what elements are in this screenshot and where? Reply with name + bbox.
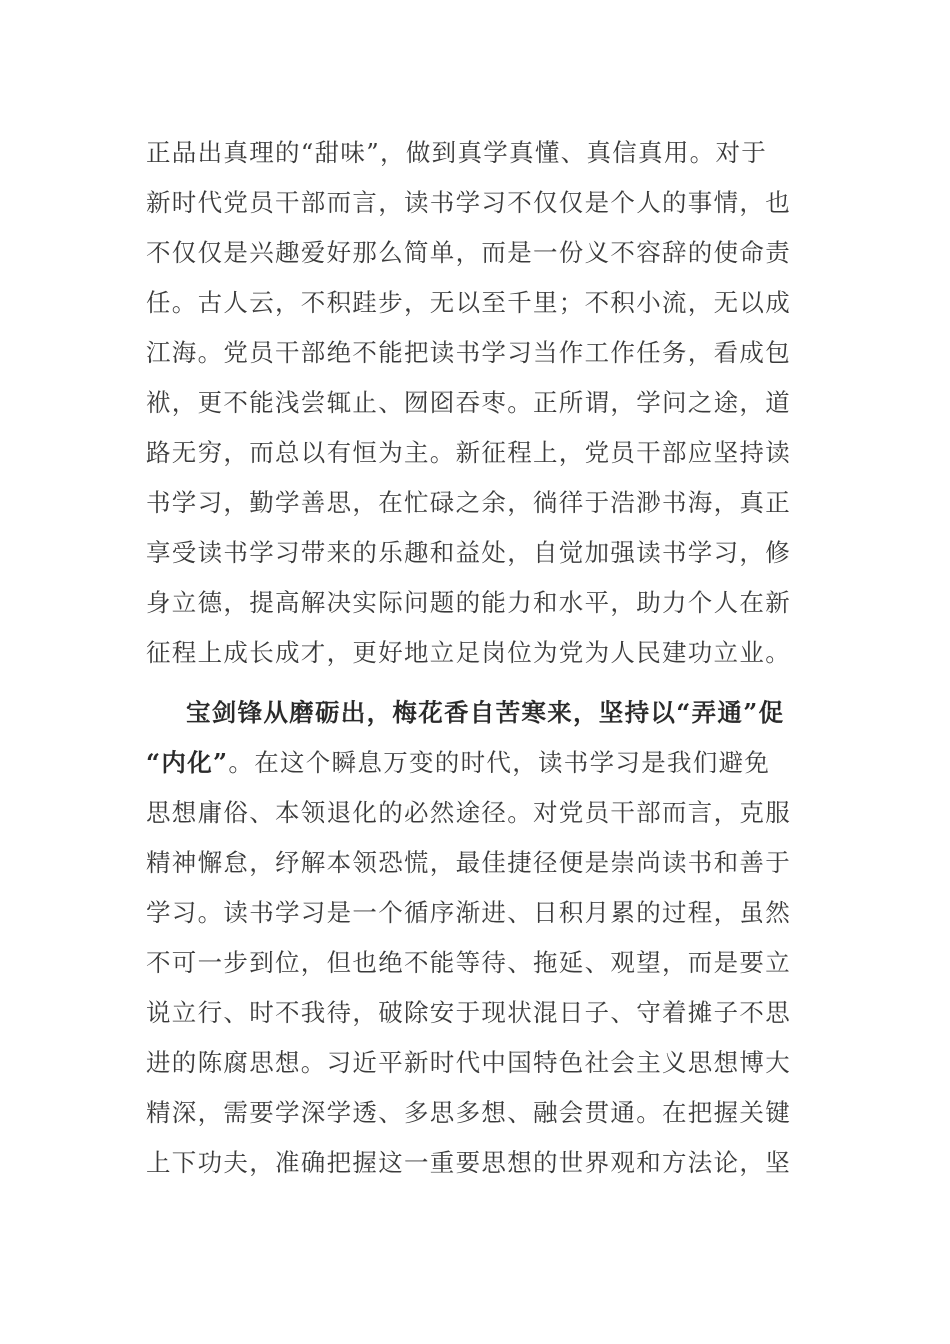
- paragraph-text: 。在这个瞬息万变的时代，读书学习是我们避免: [228, 748, 771, 777]
- paragraph-line: 袱，更不能浅尝辄止、囫囵吞枣。正所谓，学问之途，道: [146, 388, 791, 417]
- paragraph-line: 精深，需要学深学透、多思多想、融会贯通。在把握关键: [146, 1098, 791, 1127]
- paragraph-internalization: [146, 688, 791, 1188]
- paragraph-line: 江海。党员干部绝不能把读书学习当作工作任务，看成包: [146, 338, 791, 367]
- paragraph-line: 任。古人云，不积跬步，无以至千里；不积小流，无以成: [146, 288, 791, 317]
- paragraph-line: 不可一步到位，但也绝不能等待、拖延、观望，而是要立: [146, 948, 791, 977]
- paragraph-line: 享受读书学习带来的乐趣和益处，自觉加强读书学习，修: [146, 538, 791, 567]
- section-heading: 宝剑锋从磨砺出，梅花香自苦寒来，坚持以“弄通”促: [186, 698, 785, 727]
- paragraph-line: 精神懈怠，纾解本领恐慌，最佳捷径便是崇尚读书和善于: [146, 848, 791, 877]
- paragraph-line: 书学习，勤学善思，在忙碌之余，徜徉于浩渺书海，真正: [146, 488, 791, 517]
- paragraph-reading-responsibility: [146, 128, 791, 678]
- paragraph-line: 新时代党员干部而言，读书学习不仅仅是个人的事情，也: [146, 188, 791, 217]
- paragraph-line: 不仅仅是兴趣爱好那么简单，而是一份义不容辞的使命责: [146, 238, 791, 267]
- paragraph-line: 身立德，提高解决实际问题的能力和水平，助力个人在新: [146, 588, 791, 617]
- paragraph-line: 思想庸俗、本领退化的必然途径。对党员干部而言，克服: [146, 798, 791, 827]
- paragraph-line: 说立行、时不我待，破除安于现状混日子、守着摊子不思: [146, 998, 791, 1027]
- paragraph-line: 上下功夫，准确把握这一重要思想的世界观和方法论，坚: [146, 1148, 791, 1177]
- paragraph-line: 正品出真理的“甜味”，做到真学真懂、真信真用。对于: [146, 138, 768, 167]
- paragraph-line: 学习。读书学习是一个循序渐进、日积月累的过程，虽然: [146, 898, 791, 927]
- paragraph-line: 征程上成长成才，更好地立足岗位为党为人民建功立业。: [146, 638, 791, 667]
- paragraph-line: 进的陈腐思想。习近平新时代中国特色社会主义思想博大: [146, 1048, 791, 1077]
- paragraph-line-mixed: [146, 738, 786, 788]
- paragraph-line: 路无穷，而总以有恒为主。新征程上，党员干部应坚持读: [146, 438, 791, 467]
- section-heading-continuation: “内化”: [146, 748, 229, 777]
